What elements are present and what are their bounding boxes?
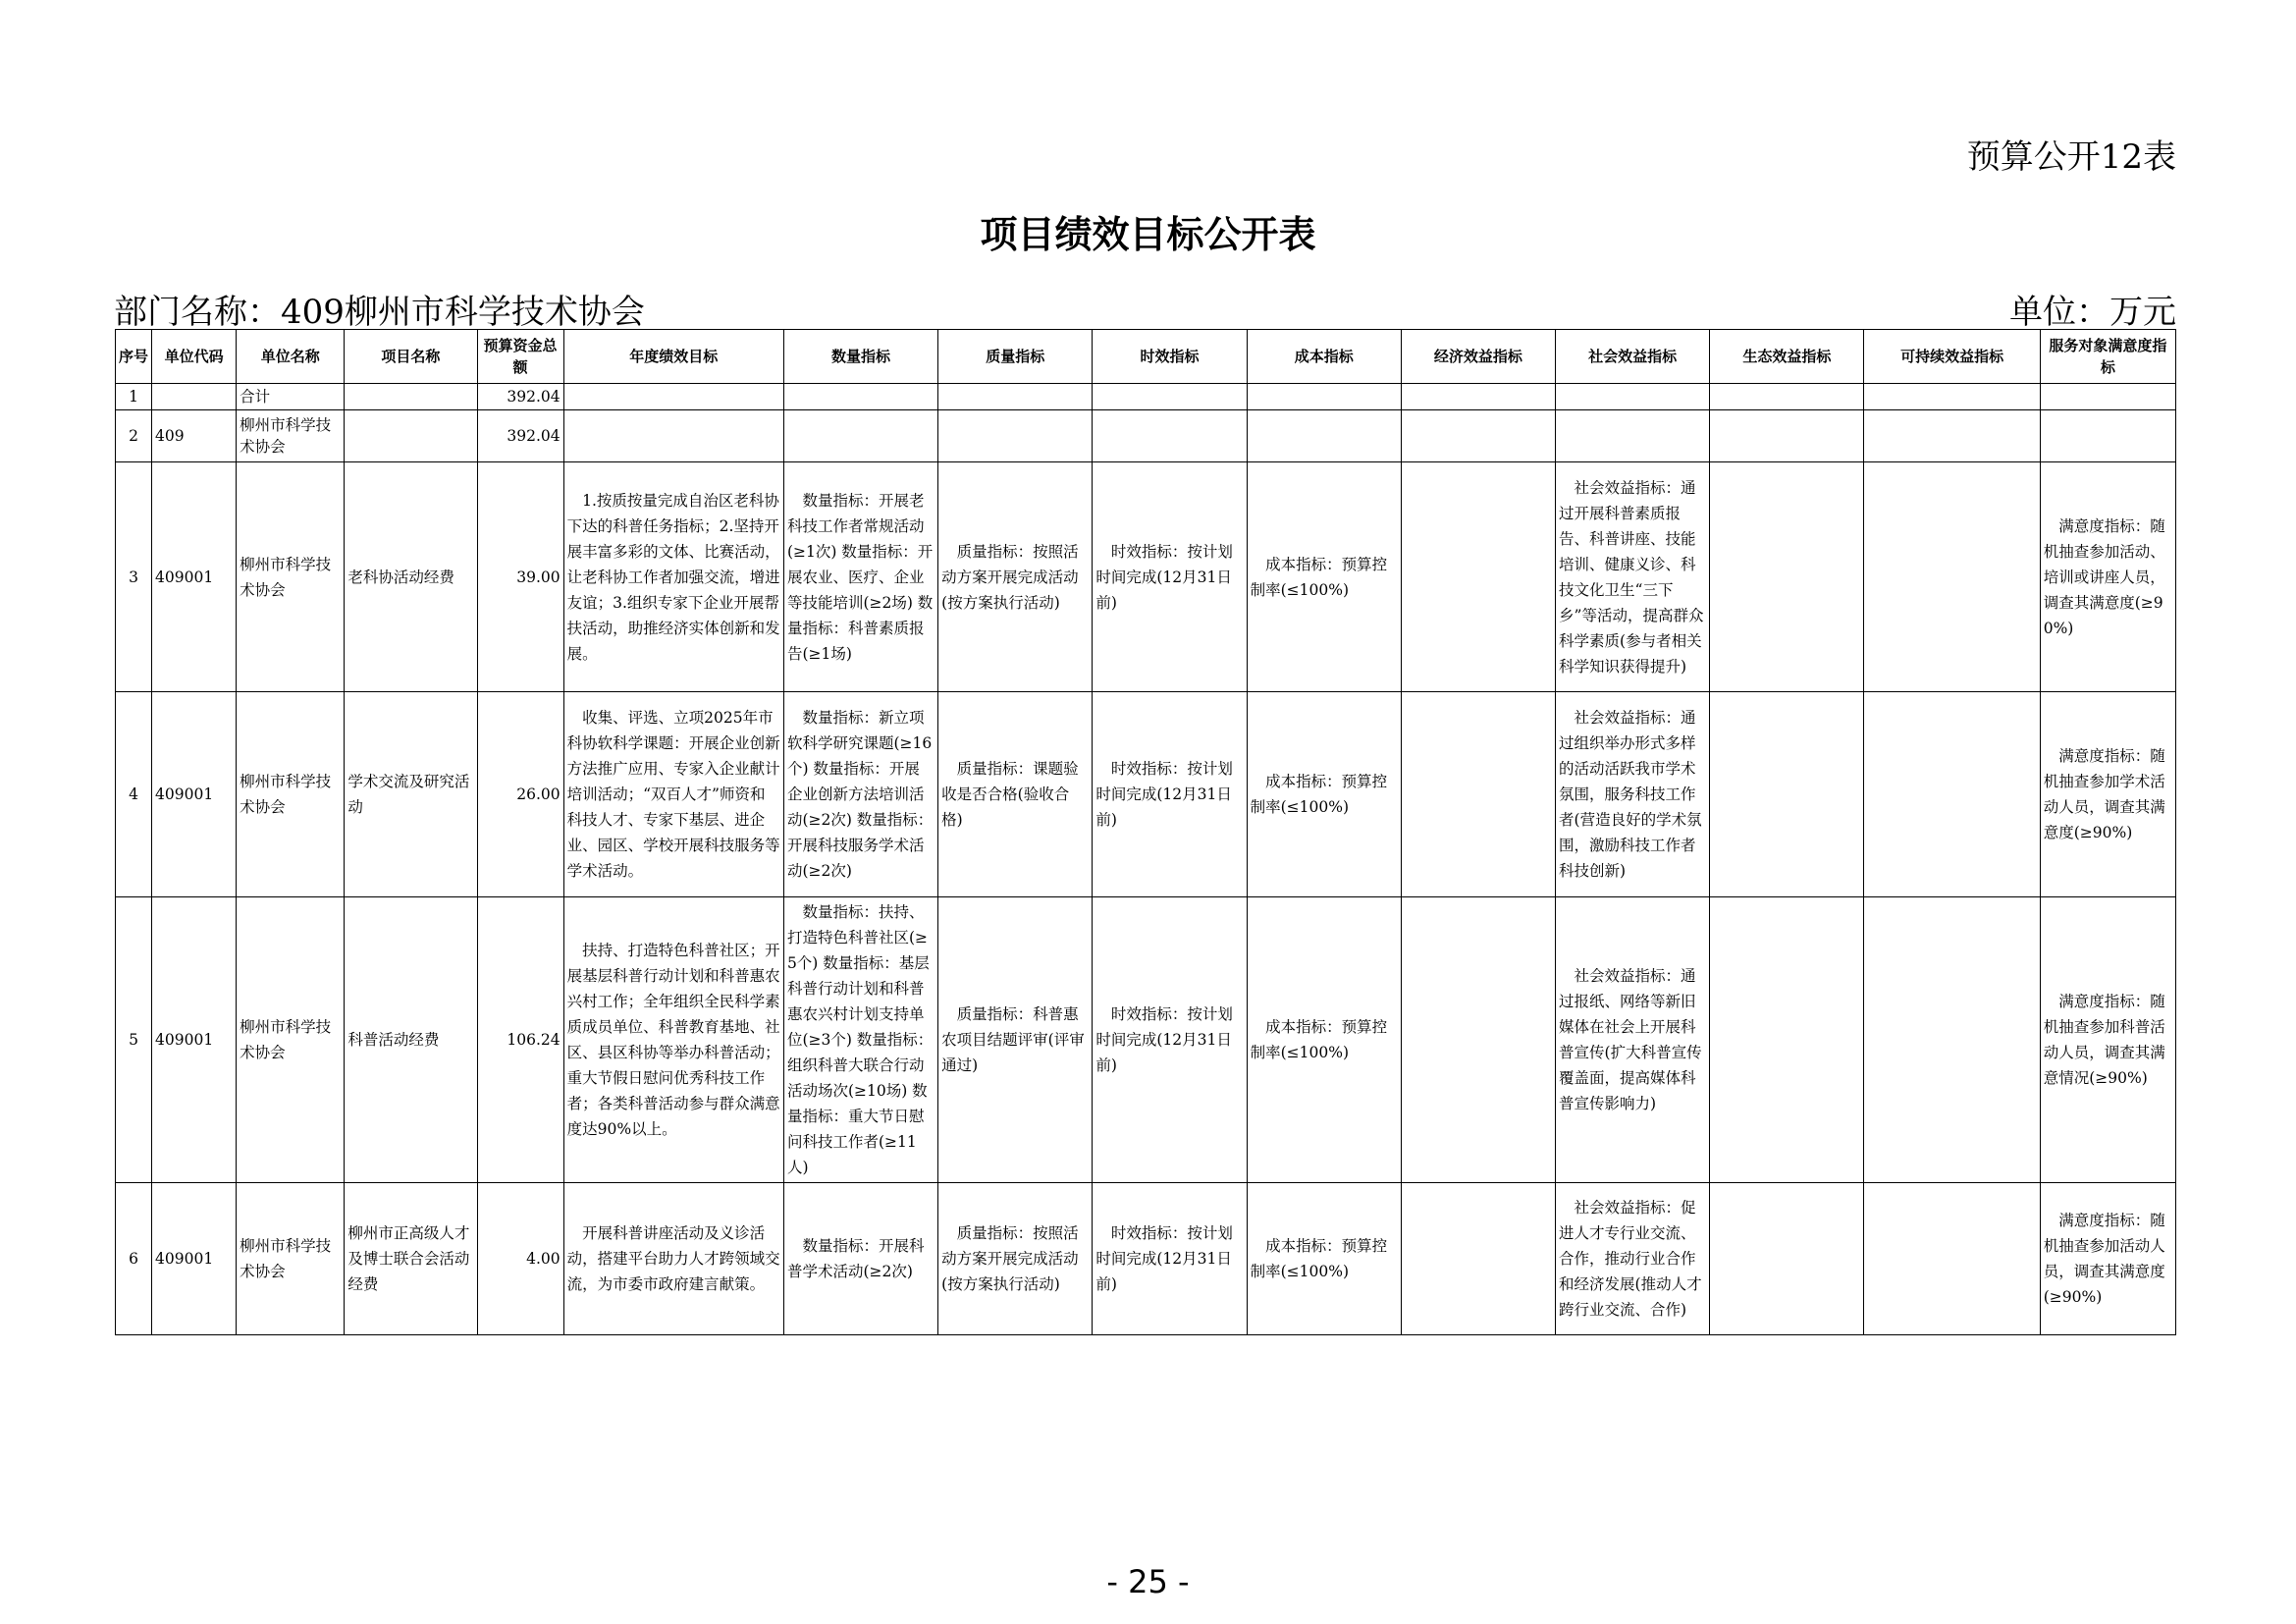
cell-economic	[1401, 410, 1555, 462]
column-header: 可持续效益指标	[1864, 330, 2040, 384]
cell-annual-goal: 开展科普讲座活动及义诊活动，搭建平台助力人才跨领域交流，为市委市政府建言献策。	[563, 1183, 783, 1335]
cell-ecological	[1710, 1183, 1864, 1335]
cell-timeliness: 时效指标：按计划时间完成(12月31日前)	[1093, 462, 1247, 692]
cell-economic	[1401, 384, 1555, 410]
cell-cost: 成本指标：预算控制率(≤100%)	[1247, 897, 1401, 1183]
table-row	[116, 1183, 2176, 1335]
cell-economic	[1401, 897, 1555, 1183]
column-header: 数量指标	[783, 330, 937, 384]
cell-sustainable	[1864, 1183, 2040, 1335]
cell-amount: 392.04	[477, 384, 563, 410]
cell-project: 科普活动经费	[345, 897, 477, 1183]
table-row	[116, 692, 2176, 897]
cell-cost: 成本指标：预算控制率(≤100%)	[1247, 692, 1401, 897]
cell-annual-goal: 1.按质按量完成自治区老科协下达的科普任务指标；2.坚持开展丰富多彩的文体、比赛活动，让老科协工作者加强交流，增进友谊；3.组织专家下企业开展帮扶活动，助推经济实体创新和发展。	[563, 462, 783, 692]
cell-annual-goal: 扶持、打造特色科普社区；开展基层科普行动计划和科普惠农兴村工作；全年组织全民科学素质成员单位、科普教育基地、社区、县区科协等举办科普活动；重大节假日慰问优秀科技工作者；各类科普活动参与群众满意度达90%以上。	[563, 897, 783, 1183]
cell-quality: 质量指标：课题验收是否合格(验收合格)	[938, 692, 1093, 897]
cell-unit-name: 柳州市科学技术协会	[237, 897, 345, 1183]
cell-sustainable	[1864, 692, 2040, 897]
performance-table-wrapper	[115, 329, 2176, 1335]
column-header: 年度绩效目标	[563, 330, 783, 384]
cell-project	[345, 410, 477, 462]
cell-social: 社会效益指标：通过报纸、网络等新旧媒体在社会上开展科普宣传(扩大科普宣传覆盖面，提高媒体科普宣传影响力)	[1556, 897, 1710, 1183]
column-header: 社会效益指标	[1556, 330, 1710, 384]
department-name: 部门名称：409柳州市科学技术协会	[114, 293, 645, 332]
cell-social	[1556, 410, 1710, 462]
cell-amount: 39.00	[477, 462, 563, 692]
cell-social: 社会效益指标：通过开展科普素质报告、科普讲座、技能培训、健康义诊、科技文化卫生“三下乡”等活动，提高群众科学素质(参与者相关科学知识获得提升)	[1556, 462, 1710, 692]
cell-sustainable	[1864, 410, 2040, 462]
column-header: 预算资金总额	[477, 330, 563, 384]
cell-cost: 成本指标：预算控制率(≤100%)	[1247, 462, 1401, 692]
cell-amount: 4.00	[477, 1183, 563, 1335]
cell-economic	[1401, 462, 1555, 692]
table-row	[116, 384, 2176, 410]
cell-unit-name: 柳州市科学技术协会	[237, 462, 345, 692]
cell-sustainable	[1864, 462, 2040, 692]
column-header: 成本指标	[1247, 330, 1401, 384]
cell-code	[152, 384, 237, 410]
cell-economic	[1401, 1183, 1555, 1335]
cell-code: 409001	[152, 897, 237, 1183]
cell-seq: 2	[116, 410, 152, 462]
column-header: 质量指标	[938, 330, 1093, 384]
cell-project	[345, 384, 477, 410]
cell-seq: 1	[116, 384, 152, 410]
cell-quantity	[783, 410, 937, 462]
cell-ecological	[1710, 692, 1864, 897]
cell-satisfaction	[2040, 384, 2175, 410]
table-row	[116, 410, 2176, 462]
cell-ecological	[1710, 410, 1864, 462]
cell-timeliness: 时效指标：按计划时间完成(12月31日前)	[1093, 692, 1247, 897]
cell-cost	[1247, 384, 1401, 410]
cell-code: 409001	[152, 462, 237, 692]
cell-quality: 质量指标：按照活动方案开展完成活动(按方案执行活动)	[938, 462, 1093, 692]
cell-timeliness: 时效指标：按计划时间完成(12月31日前)	[1093, 897, 1247, 1183]
cell-satisfaction	[2040, 410, 2175, 462]
cell-satisfaction: 满意度指标：随机抽查参加活动人员，调查其满意度(≥90%)	[2040, 1183, 2175, 1335]
cell-unit-name: 合计	[237, 384, 345, 410]
cell-timeliness: 时效指标：按计划时间完成(12月31日前)	[1093, 1183, 1247, 1335]
cell-quantity: 数量指标：新立项软科学研究课题(≥16个) 数量指标：开展企业创新方法培训活动(≥2次) 数量指标：开展科技服务学术活动(≥2次)	[783, 692, 937, 897]
cell-seq: 5	[116, 897, 152, 1183]
cell-quantity: 数量指标：开展老科技工作者常规活动(≥1次) 数量指标：开展农业、医疗、企业等技能培训(≥2场) 数量指标：科普素质报告(≥1场)	[783, 462, 937, 692]
column-header: 生态效益指标	[1710, 330, 1864, 384]
cell-quantity: 数量指标：扶持、打造特色科普社区(≥5个) 数量指标：基层科普行动计划和科普惠农兴村计划支持单位(≥3个) 数量指标：组织科普大联合行动活动场次(≥10场) 数量指标：重大节日慰问科技工作者(≥11人)	[783, 897, 937, 1183]
cell-quality: 质量指标：科普惠农项目结题评审(评审通过)	[938, 897, 1093, 1183]
cell-sustainable	[1864, 384, 2040, 410]
cell-ecological	[1710, 897, 1864, 1183]
column-header: 序号	[116, 330, 152, 384]
cell-quality: 质量指标：按照活动方案开展完成活动(按方案执行活动)	[938, 1183, 1093, 1335]
cell-cost: 成本指标：预算控制率(≤100%)	[1247, 1183, 1401, 1335]
cell-timeliness	[1093, 384, 1247, 410]
column-header: 服务对象满意度指标	[2040, 330, 2175, 384]
cell-unit-name: 柳州市科学技术协会	[237, 692, 345, 897]
column-header: 项目名称	[345, 330, 477, 384]
cell-seq: 6	[116, 1183, 152, 1335]
cell-code: 409001	[152, 1183, 237, 1335]
cell-satisfaction: 满意度指标：随机抽查参加活动、培训或讲座人员，调查其满意度(≥90%)	[2040, 462, 2175, 692]
cell-social: 社会效益指标：促进人才专行业交流、合作，推动行业合作和经济发展(推动人才跨行业交流、合作)	[1556, 1183, 1710, 1335]
cell-sustainable	[1864, 897, 2040, 1183]
cell-economic	[1401, 692, 1555, 897]
cell-unit-name: 柳州市科学技术协会	[237, 1183, 345, 1335]
cell-satisfaction: 满意度指标：随机抽查参加科普活动人员，调查其满意情况(≥90%)	[2040, 897, 2175, 1183]
cell-annual-goal: 收集、评选、立项2025年市科协软科学课题：开展企业创新方法推广应用、专家入企业献计培训活动；“双百人才”师资和科技人才、专家下基层、进企业、园区、学校开展科技服务等学术活动。	[563, 692, 783, 897]
cell-ecological	[1710, 384, 1864, 410]
table-row	[116, 462, 2176, 692]
cell-code: 409001	[152, 692, 237, 897]
cell-annual-goal	[563, 384, 783, 410]
cell-quantity: 数量指标：开展科普学术活动(≥2次)	[783, 1183, 937, 1335]
cell-quality	[938, 384, 1093, 410]
cell-code: 409	[152, 410, 237, 462]
cell-cost	[1247, 410, 1401, 462]
cell-quantity	[783, 384, 937, 410]
page-number: - 25 -	[1106, 1563, 1190, 1600]
cell-ecological	[1710, 462, 1864, 692]
cell-seq: 3	[116, 462, 152, 692]
page-title: 项目绩效目标公开表	[980, 213, 1316, 256]
cell-annual-goal	[563, 410, 783, 462]
table-header-row	[116, 330, 2176, 384]
cell-project: 老科协活动经费	[345, 462, 477, 692]
cell-social: 社会效益指标：通过组织举办形式多样的活动活跃我市学术氛围，服务科技工作者(营造良好的学术氛围，激励科技工作者科技创新)	[1556, 692, 1710, 897]
cell-amount: 392.04	[477, 410, 563, 462]
unit-label: 单位：万元	[2009, 293, 2176, 332]
form-id: 预算公开12表	[1966, 137, 2176, 177]
cell-timeliness	[1093, 410, 1247, 462]
cell-quality	[938, 410, 1093, 462]
column-header: 时效指标	[1093, 330, 1247, 384]
cell-amount: 106.24	[477, 897, 563, 1183]
cell-seq: 4	[116, 692, 152, 897]
column-header: 单位名称	[237, 330, 345, 384]
cell-project: 柳州市正高级人才及博士联合会活动经费	[345, 1183, 477, 1335]
cell-unit-name: 柳州市科学技术协会	[237, 410, 345, 462]
column-header: 单位代码	[152, 330, 237, 384]
cell-social	[1556, 384, 1710, 410]
cell-satisfaction: 满意度指标：随机抽查参加学术活动人员，调查其满意度(≥90%)	[2040, 692, 2175, 897]
cell-project: 学术交流及研究活动	[345, 692, 477, 897]
table-row	[116, 897, 2176, 1183]
performance-table	[115, 329, 2176, 1335]
column-header: 经济效益指标	[1401, 330, 1555, 384]
cell-amount: 26.00	[477, 692, 563, 897]
